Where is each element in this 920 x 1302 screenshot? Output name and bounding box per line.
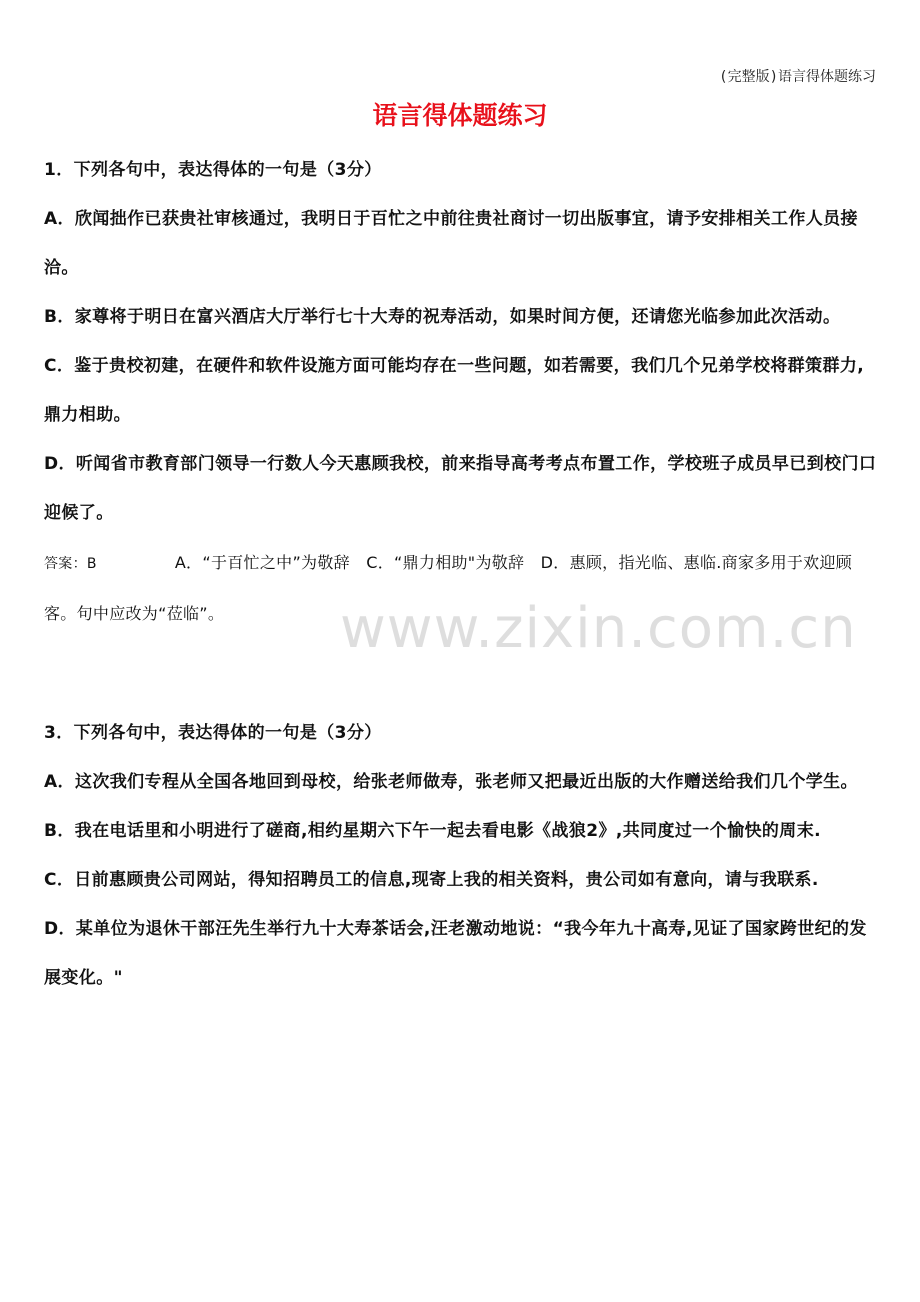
question-3-option-a: A．这次我们专程从全国各地回到母校，给张老师做寿，张老师又把最近出版的大作赠送给我们几个学生。	[44, 772, 858, 792]
question-3-stem: 3．下列各句中，表达得体的一句是（3分）	[44, 723, 382, 743]
question-1-answer	[44, 538, 880, 639]
answer-label: 答案：B	[44, 556, 97, 572]
question-1-option-a: A．欣闻拙作已获贵社审核通过，我明日于百忙之中前往贵社商讨一切出版事宜，请予安排相关工作人员接洽。	[44, 209, 858, 278]
question-1-option-c: C．鉴于贵校初建，在硬件和软件设施方面可能均存在一些问题，如若需要，我们几个兄弟学校将群策群力,鼎力相助。	[44, 356, 865, 425]
page-title: 语言得体题练习	[372, 101, 548, 130]
question-3-option-b: B．我在电话里和小明进行了磋商,相约星期六下午一起去看电影《战狼2》,共同度过一个愉快的周末.	[44, 821, 821, 841]
question-1-stem: 1．下列各句中，表达得体的一句是（3分）	[44, 160, 382, 180]
section-gap	[44, 639, 880, 709]
question-3-option-c: C．日前惠顾贵公司网站，得知招聘员工的信息,现寄上我的相关资料，贵公司如有意向，请与我联系.	[44, 870, 819, 890]
document-body	[44, 146, 880, 1003]
watermark: www.zixin.com.cn	[340, 596, 857, 661]
answer-explanation: A．“于百忙之中”为敬辞 C．“鼎力相助"为敬辞 D．惠顾，指光临、惠临.商家多用于欢迎顾客。句中应改为“莅临”。	[44, 553, 853, 623]
question-3-option-d: D．某单位为退休干部汪先生举行九十大寿茶话会,汪老激动地说：“我今年九十高寿,见证了国家跨世纪的发展变化。"	[44, 919, 867, 988]
page-header-label: (完整版)语言得体题练习	[719, 69, 876, 85]
question-1-option-b: B．家尊将于明日在富兴酒店大厅举行七十大寿的祝寿活动，如果时间方便，还请您光临参加此次活动。	[44, 307, 841, 327]
question-1-option-d: D．听闻省市教育部门领导一行数人今天惠顾我校，前来指导高考考点布置工作，学校班子成员早已到校门口迎候了。	[44, 454, 877, 523]
